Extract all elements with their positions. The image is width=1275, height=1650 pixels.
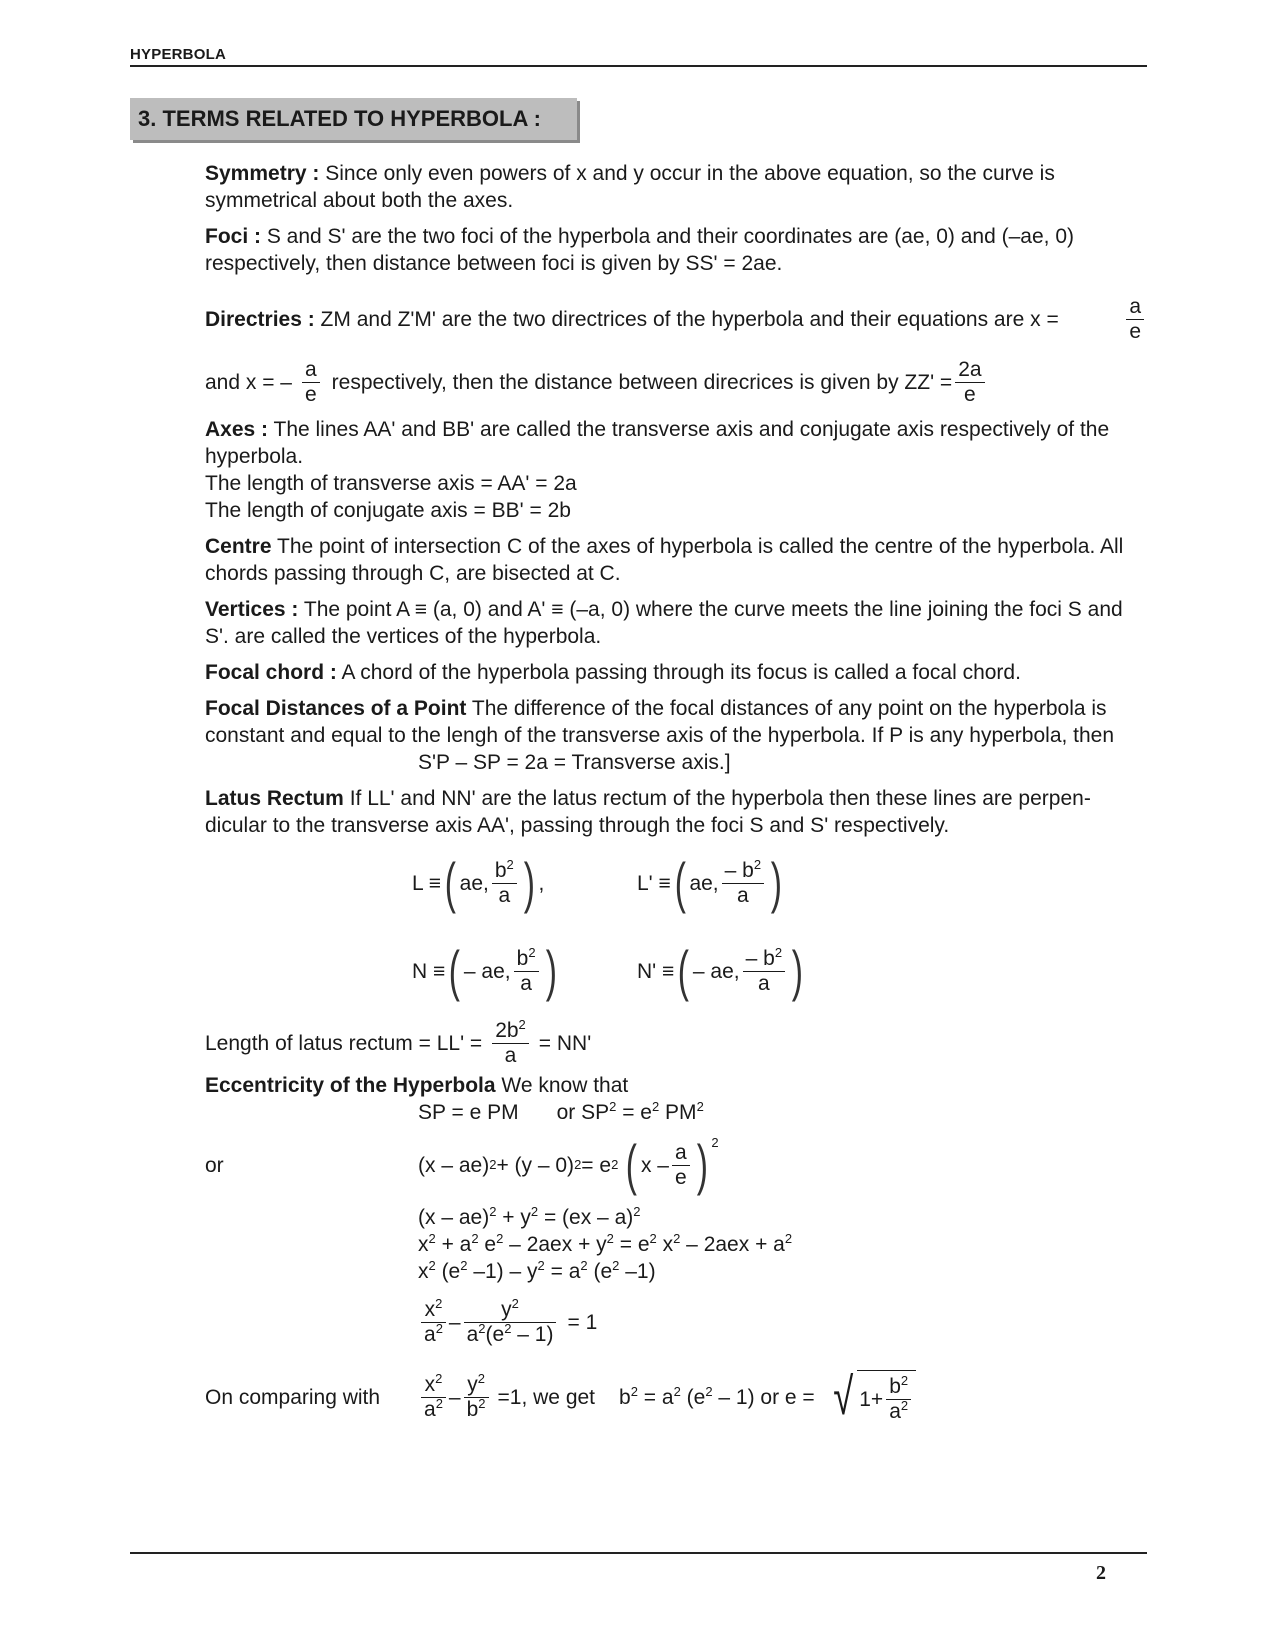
eccentricity-text: We know that: [495, 1074, 629, 1097]
focal-distances-term: Focal Distances of a Point: [205, 697, 467, 720]
compare-label: On comparing with: [205, 1385, 381, 1409]
point-L-prime: L' ≡ ( ae, $\frac{- b^2}{a}$ ): [637, 851, 783, 914]
eccentricity-term: Eccentricity of the Hyperbola: [205, 1074, 496, 1097]
eccentricity-eq3: $(x - ae)^2 + y^2 = (ex - a)^2$: [418, 1204, 641, 1229]
latus-points-row-2: [205, 927, 1147, 1015]
eccentricity-eq5: $x^2$ ($e^2$ $-1) - y^2 = a^2$ ($e^2$ –1): [418, 1258, 656, 1283]
focal-chord-term: Focal chord :: [205, 661, 337, 684]
main-content: [205, 160, 1147, 1435]
latus-length-label: Length of latus rectum = LL' =: [205, 1032, 483, 1055]
directries-paragraph: [205, 295, 1147, 407]
directrix-fraction: $\frac{a}{e}$: [1126, 295, 1144, 344]
focal-chord-paragraph: [205, 659, 1147, 686]
conjugate-length: The length of conjugate axis = BB' = 2b: [205, 499, 571, 522]
foci-paragraph: [205, 223, 1147, 277]
latus-rectum-term: Latus Rectum: [205, 787, 344, 810]
axes-text: The lines AA' and BB' are called the transverse axis and conjugate axis respectively of the hyperbola.: [205, 418, 1110, 468]
directrix-distance-fraction: $\frac{2a}{e}$: [955, 358, 984, 407]
eccentricity-eq4: $x^2 + a^2$ $e^2 - 2aex + y^2 = e^2$ $x^2 - 2aex + a^2$: [418, 1231, 793, 1256]
page-number: 2: [1096, 1562, 1106, 1584]
section-heading-box: [130, 98, 577, 140]
symmetry-text: Since only even powers of x and y occur in the above equation, so the curve is symmetrical about both the axes.: [205, 162, 1055, 212]
eccentricity-eq6: $\frac{x^2}{a^2}$ – $\frac{y^2}{a^2(e^2 - 1)}$ = 1: [205, 1285, 1147, 1359]
eccentricity-sqrt: √ 1+ $\frac{b^2}{a^2}$: [829, 1370, 916, 1424]
symmetry-paragraph: [205, 160, 1147, 214]
symmetry-term: Symmetry :: [205, 162, 320, 185]
vertices-term: Vertices :: [205, 598, 299, 621]
latus-rectum-paragraph: [205, 785, 1147, 839]
centre-paragraph: [205, 533, 1147, 587]
foci-text: S and S' are the two foci of the hyperbola and their coordinates are (ae, 0) and (–ae, 0) respectively, then distance between foci is given by SS' = 2ae.: [205, 225, 1075, 275]
point-L: L ≡ ( ae, $\frac{b^2}{a}$ ) ,: [412, 851, 545, 914]
latus-rectum-text: If LL' and NN' are the latus rectum of the hyperbola then these lines are perpen-dicular to the transverse axis AA', passing through the foci S and S' respectively.: [205, 787, 1091, 837]
axes-term: Axes :: [205, 418, 269, 441]
vertices-text: The point A ≡ (a, 0) and A' ≡ (–a, 0) where the curve meets the line joining the foci S and S'. are called the vertices of the hyperbola.: [205, 598, 1123, 648]
eccentricity-eq7: On comparing with $\frac{x^2}{a^2}$ – $\frac{y^2}{b^2}$ =1, we get $b^2 = a^2$ $(e^2 - 1)$ or e = √ 1+ $\frac{b^2}{a^2}$: [205, 1359, 1147, 1435]
focal-chord-text: A chord of the hyperbola passing through its focus is called a focal chord.: [336, 661, 1021, 684]
directrix-distance-text: respectively, then the distance between direcrices is given by ZZ' =: [331, 371, 953, 394]
axes-paragraph: [205, 416, 1147, 524]
section-heading: 3. TERMS RELATED TO HYPERBOLA :: [138, 106, 541, 131]
latus-length-line: [205, 1019, 1147, 1068]
directries-term: Directries :: [205, 308, 315, 331]
latus-length-tail: = NN': [538, 1032, 592, 1055]
centre-term: Centre: [205, 535, 272, 558]
footer-divider: [130, 1552, 1147, 1554]
centre-text: The point of intersection C of the axes of hyperbola is called the centre of the hyperbola. All chords passing through C, are bisected at C.: [205, 535, 1124, 585]
eccentricity-eq1: SP = e PM or $SP^2 = e^2$ $PM^2$: [418, 1099, 704, 1124]
latus-length-fraction: $\frac{2b^2}{a}$: [492, 1019, 529, 1068]
latus-points-row-1: [205, 839, 1147, 927]
directrix-second-eq: and x = –: [205, 371, 292, 394]
directrix-fraction-2: $\frac{a}{e}$: [302, 358, 320, 407]
point-N-prime: N' ≡ ( – ae, $\frac{- b^2}{a}$ ): [637, 939, 804, 1002]
directries-text: ZM and Z'M' are the two directrices of the hyperbola and their equations are x =: [314, 308, 1059, 331]
header-divider: [130, 65, 1147, 67]
running-header: HYPERBOLA: [130, 46, 226, 63]
point-N: N ≡ ( – ae, $\frac{b^2}{a}$ ): [412, 939, 557, 1002]
vertices-paragraph: [205, 596, 1147, 650]
focal-distances-text: The difference of the focal distances of any point on the hyperbola is constant and equal to the lengh of the transverse axis of the hyperbola. If P is any hyperbola, then: [205, 697, 1115, 747]
transverse-length: The length of transverse axis = AA' = 2a: [205, 472, 577, 495]
eccentricity-eq2: or (x – ae) 2 + (y – 0) 2 = e 2 ( x – $\frac{a}{e}$ ) $^2$: [205, 1133, 719, 1196]
focal-distances-paragraph: [205, 695, 1147, 776]
foci-term: Foci :: [205, 225, 261, 248]
eccentricity-section: [205, 1072, 1147, 1435]
focal-distances-formula: S'P – SP = 2a = Transverse axis.]: [418, 751, 731, 774]
